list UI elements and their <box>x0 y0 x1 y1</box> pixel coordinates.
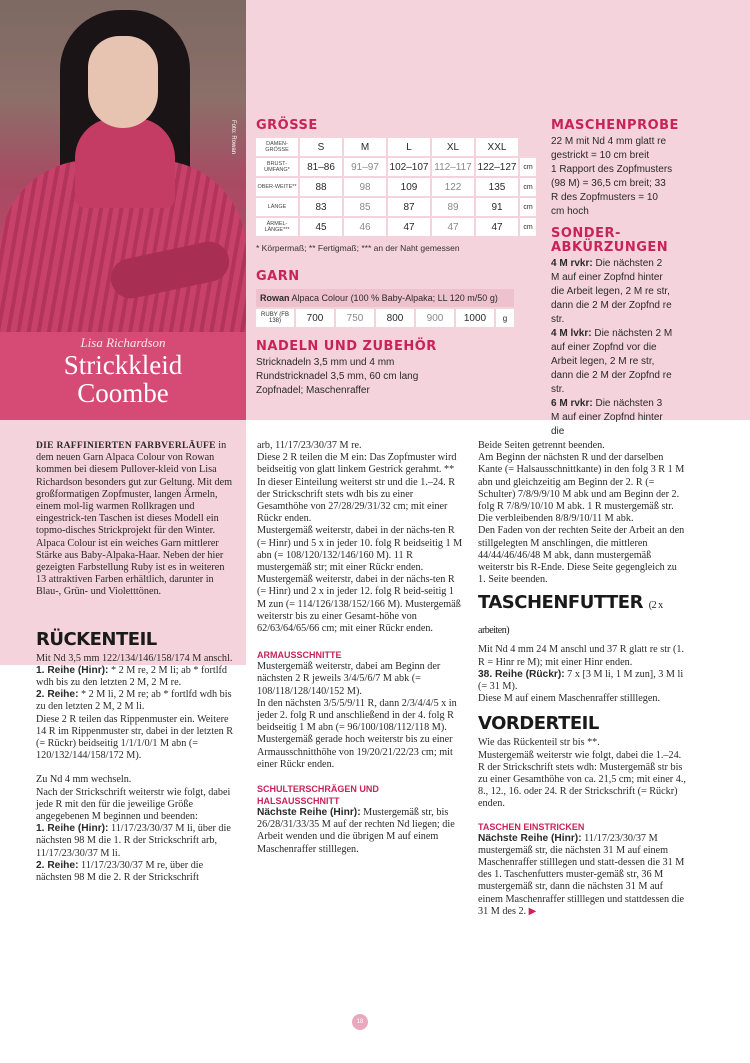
table-row: RUBY (FB 138) 700 750 800 900 1000 g <box>256 309 514 327</box>
instruction-row: 38. Reihe (Rückr): 7 x [3 M li, 1 M zun], 3 M li (= 31 M). <box>478 668 684 693</box>
title-box <box>0 332 246 420</box>
yarn-table <box>254 287 516 329</box>
abbreviations-heading: SONDER- ABKÜRZUNGEN <box>551 226 669 255</box>
section-pocket-lining-heading: TASCHENFUTTER (2 x arbeiten) <box>478 592 663 637</box>
intro-lead: DIE RAFFINIERTEN FARBVERLÄUFE <box>36 441 216 451</box>
intro-paragraph: DIE RAFFINIERTEN FARBVERLÄUFE in dem neuen Garn Alpaca Colour von Rowan kommen bei diesem Pullover-kleid von Lisa Richardson besonders gut zur Geltung. Mit dem großformatigen Zopfmuster, langen Ärmeln, einem mol-lig warmen Rollkragen und eingestrick-ten Taschen ist dieses Modell ein topmo-disches Strickprojekt für den Winter. Alpaca Colour ist ein weiches Garn mittlerer Stärke aus Baby-Alpaka-Haar. Neben der hier gezeigten Farbstellung Ruby ist es in weiteren 13 attraktiven Farben erhältlich, darunter in Blau-, Grün- und Violetttönen. <box>36 440 233 598</box>
column-1: DIE RAFFINIERTEN FARBVERLÄUFE in dem neuen Garn Alpaca Colour von Rowan kommen bei diesem Pullover-kleid von Lisa Richardson besonders gut zur Geltung. Mit dem großformatigen Zopfmuster, langen Ärmeln, einem mol-lig warmen Rollkragen und eingestrick-ten Taschen ist dieses Modell ein topmo-disches Strickprojekt für den Winter. Alpaca Colour ist ein weiches Garn mittlerer Stärke aus Baby-Alpaka-Haar. Neben der hier gezeigten Farbstellung Ruby ist es in weiteren 13 attraktiven Farben erhältlich, darunter in Blau-, Grün- und Violetttönen. RÜCKENTEIL Mit Nd 3,5 mm 122/134/146/158/174 M anschl. 1. Reihe (Hinr): * 2 M re, 2 M li; ab * fortlfd wdh bis zu den letzten 2 M, 2 M re. 2. Reihe: * 2 M li, 2 M re; ab * fortlfd wdh bis zu den letzten 2 M, 2 M li. Diese 2 R teilen das Rippenmuster ein. Weitere 14 R im Rippenmuster str, dabei in der letzten R (= Rückr) beidseitig 1/1/1/0/1 M abn (= 120/132/144/158/172 M). Zu Nd 4 mm wechseln. Nach der Strickschrift weiterstr wie folgt, dabei jede R mit den für die jeweilige Größe angegebenen M beginnen und beenden: 1. Reihe (Hinr): 11/17/23/30/37 M li, über die nächsten 98 M die 1. R der Strickschrift arb, 11/17/23/30/37 M li. 2. Reihe: 11/17/23/30/37 M re, über die nächsten 98 M die 2. R der Strickschrift <box>36 440 236 884</box>
designer-name: Lisa Richardson <box>80 335 166 350</box>
photo-credit: Foto: Rowan <box>230 120 236 155</box>
page-number: 18 <box>352 1014 368 1030</box>
gauge-section <box>551 118 679 439</box>
gauge-text: 22 M mit Nd 4 mm glatt re gestrickt = 10 cm breit 1 Rapport des Zopfmusters (98 M) = 36,5 cm breit; 33 R des Zopfmusters = 10 cm hoch <box>551 136 673 217</box>
subheading-shoulders: SCHULTERSCHRÄGEN UND HALSAUSSCHNITT <box>257 784 379 807</box>
size-heading: GRÖSSE <box>256 118 318 133</box>
page-title-line1: Strickkleid <box>63 350 183 380</box>
needles-heading: NADELN UND ZUBEHÖR <box>256 339 437 354</box>
subheading-armholes: ARMAUSSCHNITTE <box>257 650 342 661</box>
table-row: BRUST-UMFANG* 81–86 91–97 102–107 112–117 122–127 cm <box>256 158 536 176</box>
table-row: DAMEN-GRÖSSE S M L XL XXL <box>256 138 536 156</box>
table-row: OBER-WEITE** 88 98 109 122 135 cm <box>256 178 536 196</box>
model-photo <box>0 0 246 332</box>
yarn-heading: GARN <box>256 269 300 284</box>
size-table <box>254 136 538 238</box>
abbreviation-4m-rvkr: 4 M rvkr: Die nächsten 2 M auf einer Zopfnd hinter die Arbeit legen, 2 M re str, dann die 2 M der Zopfnd re str. <box>551 258 672 325</box>
column-3: Beide Seiten getrennt beenden. Am Beginn der nächsten R und der darselben Kante (= Halsausschnittkante) in den folg 3 R 1 M abn und gleichzeitig am Beginn der 2. R (= Schulter) 7/8/9/9/10 M abk und am Beginn der 2. folg R 7/8/9/10/10 M abk. 1 R mustergemäß str. Die verbleibenden 8/8/9/10/11 M abk. Den Faden von der rechten Seite der Arbeit an den stillgelegten M anschlingen, die mittleren 44/44/46/46/48 M abk, dann mustergemäß weiterstr bis R-Ende. Diese Seite gegengleich zu 1. Seite beenden. TASCHENFUTTER (2 x arbeiten) Mit Nd 4 mm 24 M anschl und 37 R glatt re str (1. R = Hinr re M); mit einer Hinr enden. 38. Reihe (Rückr): 7 x [3 M li, 1 M zun], 3 M li (= 31 M). Diese M auf einem Maschenraffer stilllegen. VORDERTEIL Wie das Rückenteil str bis **. Mustergemäß weiterstr wie folgt, dabei die 1.–24. R der Strickschrift stets wdh: Mustergemäß str bis zu einer Gesamthöhe von ca. 21,5 cm; mit einer 4., 8., 12., 16. oder 24. R der Strickschrift (= Rückr) enden. TASCHEN EINSTRICKEN Nächste Reihe (Hinr): 11/17/23/30/37 M mustergemäß str, die nächsten 31 M auf einem Maschenraffer stilllegen und statt-dessen die 31 M des 1. Taschenfutters muster-gemäß str, 36 M mustergemäß str, dann die nächsten 31 M auf einem Maschenraffer stilllegen und stattdessen die 31 M des 2. ▶ <box>478 440 686 917</box>
instruction-row: Nächste Reihe (Hinr): 11/17/23/30/37 M mustergemäß str, die nächsten 31 M auf einem Maschenraffer stilllegen und statt-dessen die 31 M des 1. Taschenfutters muster-gemäß str, 36 M mustergemäß str, dann die nächsten 31 M auf einem Maschenraffer stilllegen und stattdessen die 31 M des 2. ▶ <box>478 832 685 917</box>
column-2: arb, 11/17/23/30/37 M re. Diese 2 R teilen die M ein: Das Zopfmuster wird beidseitig von glatt linkem Gestrick gerahmt. ** In dieser Einteilung weiterst str und die 1.–24. R der Strickschrift stets wdh bis zu einer Gesamthöhe von 27/28/29/31/32 cm; mit einer Rückr enden. Mustergemäß weiterstr, dabei in der nächs-ten R (= Hinr) und 5 x in jeder 10. folg R beidseitig 1 M abn (= 108/120/132/146/160 M). 11 R mustergemäß str; mit einer Rückr enden. Mustergemäß weiterstr, dabei in der nächs-ten R (= Hinr) und 2 x in jeder 12. folg R beid-seitig 1 M zun (= 114/126/138/152/166 M). Mustergemäß weiterstr bis zu einer Gesamt-höhe von 62/63/64/65/66 cm; mit einer Rückr enden. ARMAUSSCHNITTE Mustergemäß weiterstr, dabei am Beginn der nächsten 2 R jeweils 3/4/5/6/7 M abk (= 108/118/128/140/152 M). In den nächsten 3/5/5/9/11 R, dann 2/3/4/4/5 x in jeder 2. folg R und anschließend in der 4. folg R beidseitig 1 M abn (= 96/100/108/112/118 M). Mustergemäß gerade hoch weiterstr bis zu einer Armausschnitthöhe von 19/20/21/22/23 cm; mit einer Rückr enden. SCHULTERSCHRÄGEN UND HALSAUSSCHNITT Nächste Reihe (Hinr): Mustergemäß str, bis 26/28/31/33/35 M auf der rechten Nd liegen; die Arbeit wenden und die übrigen M auf einem Maschenraffer stilllegen. <box>257 440 465 856</box>
instruction-row: 2. Reihe: 11/17/23/30/37 M re, über die nächsten 98 M die 2. R der Strickschrift <box>36 859 204 884</box>
instruction-row: 1. Reihe (Hinr): 11/17/23/30/37 M li, über die nächsten 98 M die 1. R der Strickschrift arb, 11/17/23/30/37 M li. <box>36 823 231 859</box>
yarn-brand: Rowan <box>260 293 290 303</box>
size-footnote: * Körpermaß; ** Fertigmaß; *** an der Naht gemessen <box>256 243 460 253</box>
table-row: ÄRMEL-LÄNGE*** 45 46 47 47 47 cm <box>256 218 536 236</box>
size-section <box>256 118 540 398</box>
table-row <box>256 289 514 307</box>
section-front-heading: VORDERTEIL <box>478 713 599 735</box>
abbreviation-6m-rvkr: 6 M rvkr: Die nächsten 3 M auf einer Zopfnd hinter die <box>551 398 663 437</box>
gauge-heading: MASCHENPROBE <box>551 118 679 133</box>
continue-arrow-icon: ▶ <box>528 905 537 917</box>
page-title-line2: Coombe <box>77 378 169 408</box>
instruction-row: 1. Reihe (Hinr): * 2 M re, 2 M li; ab * fortlfd wdh bis zu den letzten 2 M, 2 M re. <box>36 664 228 689</box>
instruction-row: Nächste Reihe (Hinr): Mustergemäß str, bis 26/28/31/33/35 M auf der rechten Nd liegen; die Arbeit wenden und die übrigen M auf einem Maschenraffer stilllegen. <box>257 807 455 855</box>
yarn-description: Alpaca Colour (100 % Baby-Alpaka; LL 120 m/50 g) <box>291 293 498 303</box>
table-row: LÄNGE 83 85 87 89 91 cm <box>256 198 536 216</box>
instruction-row: 2. Reihe: * 2 M li, 2 M re; ab * fortlfd wdh bis zu den letzten 2 M, 2 M li. <box>36 689 232 713</box>
subheading-pockets: TASCHEN EINSTRICKEN <box>478 821 585 832</box>
section-back-heading: RÜCKENTEIL <box>36 628 157 650</box>
abbreviation-4m-lvkr: 4 M lvkr: Die nächsten 2 M auf einer Zopfnd vor die Arbeit legen, 2 M re str, dann die 2 M der Zopfnd re str. <box>551 328 673 395</box>
needles-text: Stricknadeln 3,5 mm und 4 mm Rundstricknadel 3,5 mm, 60 cm lang Zopfnadel; Maschenraffer <box>256 357 419 396</box>
